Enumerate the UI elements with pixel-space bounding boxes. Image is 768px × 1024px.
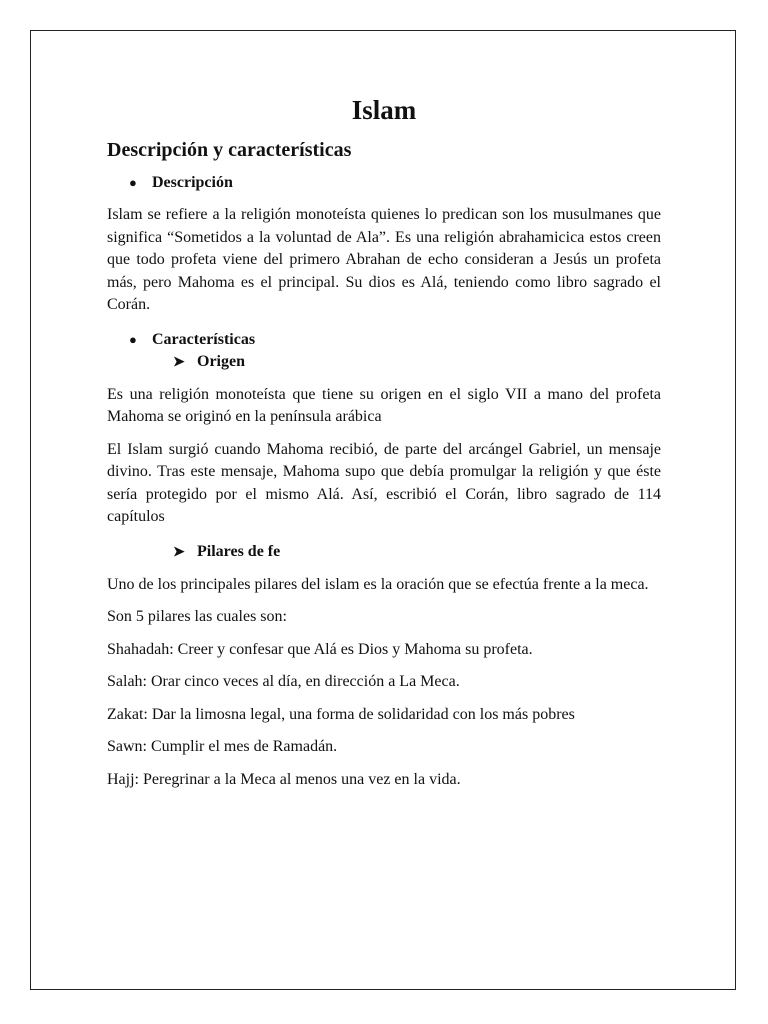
bullet-dot-icon: ● [129, 175, 137, 190]
subheading-origen [173, 351, 661, 374]
descripcion-paragraph: Islam se refiere a la religión monoteísta quienes lo predican son los musulmanes que significa “Sometidos a la voluntad de Ala”. Es una religión abrahamicica estos creen que todo profeta viene del primero Abrahan de echo consideran a Jesús un profeta más, pero Mahoma es el principal. Su dios es Alá, teniendo como libro sagrado el Corán. [107, 206, 661, 313]
pilar-item: Hajj: Peregrinar a la Meca al menos una vez en la vida. [107, 770, 461, 788]
origen-paragraph-1: Es una religión monoteísta que tiene su origen en el siglo VII a mano del profeta Mahoma se originó en la península arábica [107, 385, 661, 425]
origen-paragraph-2: El Islam surgió cuando Mahoma recibió, de parte del arcángel Gabriel, un mensaje divino. Tras este mensaje, Mahoma supo que debía promulgar la religión y que éste sería protegido por el mismo Alá. Así, escribió el Corán, libro sagrado de 114 capítulos [107, 440, 661, 525]
bullet-descripcion [129, 172, 661, 194]
bullet-caracteristicas [129, 329, 661, 351]
pilar-item: Sawn: Cumplir el mes de Ramadán. [107, 738, 338, 755]
document-body [107, 94, 661, 801]
subheading-origen-label: Origen [197, 352, 245, 370]
pilares-paragraph-1: Uno de los principales pilares del islam es la oración que se efectúa frente a la meca. [107, 575, 649, 593]
arrow-right-icon: ➤ [173, 354, 185, 370]
pilar-item: Zakat: Dar la limosna legal, una forma de solidaridad con los más pobres [107, 705, 575, 723]
pilar-item: Salah: Orar cinco veces al día, en dirección a La Meca. [107, 673, 460, 690]
subheading-pilares-label: Pilares de fe [197, 542, 281, 560]
pilares-paragraph-2: Son 5 pilares las cuales son: [107, 608, 287, 625]
bullet-descripcion-label: Descripción [152, 174, 233, 191]
section-heading: Descripción y características [107, 139, 352, 161]
pilar-item: Shahadah: Creer y confesar que Alá es Dios y Mahoma su profeta. [107, 640, 533, 658]
subheading-pilares [173, 541, 661, 564]
bullet-dot-icon: ● [129, 331, 137, 347]
document-title: Islam [351, 95, 417, 125]
arrow-right-icon: ➤ [173, 544, 185, 560]
bullet-caracteristicas-label: Características [152, 330, 256, 348]
